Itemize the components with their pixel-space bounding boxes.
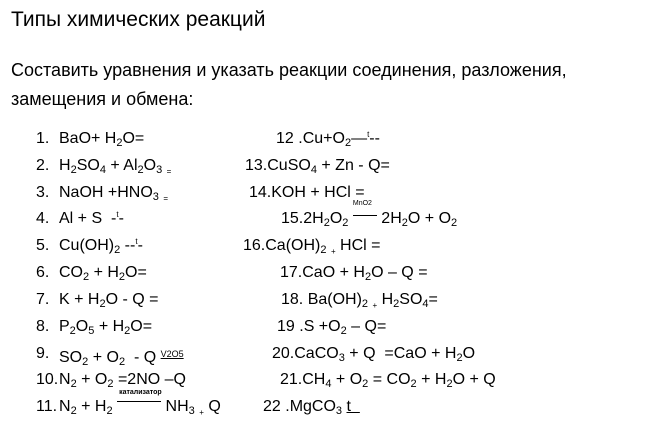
- equation-left: $N_2 + O_2 =2NO$ –Q: [59, 371, 186, 390]
- equation-row-10: [0, 367, 656, 393]
- equation-right: 22 .MgCO$_3$ t: [263, 398, 360, 417]
- equation-left: NaOH $+HNO_3$ $_=$: [59, 184, 169, 203]
- equation-right: $16.Ca(OH)_2$ $_+$ HCl =: [243, 237, 381, 256]
- row-number: 6.: [36, 264, 50, 281]
- catalyst-arrow: MnO2: [353, 208, 377, 222]
- equation-left: $N_2 + H_2$ катализатор $NH_3$ $_+$ Q: [59, 389, 221, 417]
- row-number: 10.: [36, 371, 59, 388]
- equation-row-2: [0, 153, 656, 179]
- row-number: 5.: [36, 237, 50, 254]
- row-number: 3.: [36, 184, 50, 201]
- row-number: 9.: [36, 345, 50, 362]
- equation-left: $Cu(OH)_2$ --$^t$-: [59, 237, 143, 256]
- equation-row-6: [0, 260, 656, 286]
- equation-left: $P_2O_5 + H_2O=$: [59, 318, 153, 337]
- row-number: 8.: [36, 318, 50, 335]
- row-number: 4.: [36, 210, 50, 227]
- page-title: Типы химических реакций: [11, 8, 266, 31]
- equation-right: 13.CuSO$_4$ + Zn - Q=: [245, 157, 390, 176]
- equation-row-9: [0, 341, 656, 367]
- equation-right: 12 $.Cu+O_2—^t--$: [276, 130, 380, 149]
- equation-right: 14.KOH + HCl =: [249, 184, 365, 201]
- equation-row-7: [0, 287, 656, 313]
- row-number: 2.: [36, 157, 50, 174]
- equation-row-5: [0, 233, 656, 259]
- catalyst-arrow: катализатор: [117, 395, 161, 409]
- equation-right: $17.CaO + H_2O - Q$ =: [280, 264, 428, 283]
- equation-right: 20.CaCO$_3$ + $Q =CaO + H_2O$: [272, 345, 476, 364]
- row-number: 7.: [36, 291, 50, 308]
- equation-left: $K + H_2O - Q$ =: [59, 291, 159, 310]
- equation-right: 19 $.S +O_2 - Q=$: [277, 318, 387, 337]
- equation-row-1: [0, 126, 656, 152]
- row-number: 11.: [36, 398, 58, 415]
- equation-right: $15.2H_2O_2$ MnO2 $2H_2O + O_2$: [281, 200, 458, 229]
- equation-right: $21.CH_4 + O_2 = CO_2 + H_2O + Q$: [280, 371, 496, 390]
- equation-row-8: [0, 314, 656, 340]
- equation-left: $BaO+ H_2O=$: [59, 130, 145, 149]
- row-number: 1.: [36, 130, 50, 147]
- equation-row-11: [0, 389, 656, 420]
- task-text: Составить уравнения и указать реакции соединения, разложения, замещения и обмена:: [11, 60, 567, 109]
- equation-row-4: [0, 200, 656, 232]
- equation-left: $SO_2 + O_2 - Q$ $^{V2O5}$: [59, 349, 184, 368]
- equation-row-3: [0, 180, 656, 206]
- equation-left: $H_2SO_4 + Al_2O_3$ $_=$: [59, 157, 172, 176]
- equation-right: 18. $Ba(OH)_2$ $_+$ $H_2SO_4=$: [281, 291, 438, 310]
- equation-left: Al + S -$^t$-: [59, 210, 124, 227]
- equation-left: $CO_2 + H_2O=$: [59, 264, 147, 283]
